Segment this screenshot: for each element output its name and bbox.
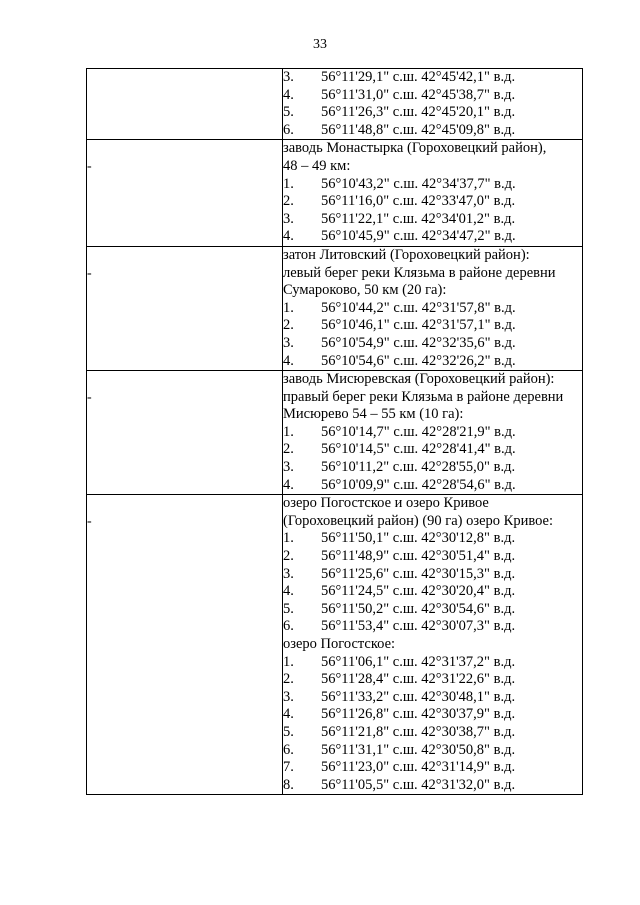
coordinate-index: 8.	[283, 776, 294, 793]
coordinate-line	[283, 459, 582, 477]
location-description: озеро Погостское:	[283, 636, 396, 652]
coordinate-line	[283, 618, 582, 636]
row-marker: -	[87, 159, 92, 175]
coordinate-index: 4.	[283, 476, 294, 493]
coordinate-line	[283, 759, 582, 777]
coordinate-index: 2.	[283, 317, 294, 334]
location-description: (Гороховецкий район) (90 га) озеро Кривое:	[283, 512, 553, 529]
coordinate-line	[283, 335, 582, 353]
table-row	[87, 371, 583, 495]
coordinate-value: 56°10'45,9" с.ш. 42°34'47,2" в.д.	[321, 228, 516, 245]
coordinate-value: 56°10'14,7" с.ш. 42°28'21,9" в.д.	[321, 423, 516, 440]
coordinate-index: 2.	[283, 548, 294, 565]
location-description: Мисюрево 54 – 55 км (10 га):	[283, 406, 464, 423]
coordinate-line	[283, 583, 582, 601]
coordinate-line	[283, 87, 582, 105]
coordinate-value: 56°11'29,1" с.ш. 42°45'42,1" в.д.	[321, 69, 516, 85]
coordinates-table	[86, 68, 583, 795]
location-description: озеро Погостское и озеро Кривое	[283, 495, 489, 512]
coordinate-line	[283, 104, 582, 122]
coordinate-value: 56°11'24,5" с.ш. 42°30'20,4" в.д.	[321, 583, 516, 600]
row-marker-cell	[87, 495, 283, 795]
coordinate-line	[283, 548, 582, 566]
coordinate-line	[283, 777, 582, 795]
coordinate-index: 4.	[283, 86, 294, 103]
row-content-cell	[283, 69, 583, 140]
location-description: заводь Мисюревская (Гороховецкий район):	[283, 371, 555, 388]
coordinate-value: 56°11'23,0" с.ш. 42°31'14,9" в.д.	[321, 759, 516, 776]
table-row	[87, 495, 583, 795]
coordinate-value: 56°11'33,2" с.ш. 42°30'48,1" в.д.	[321, 688, 516, 705]
coordinate-index: 6.	[283, 121, 294, 138]
coordinate-value: 56°11'06,1" с.ш. 42°31'37,2" в.д.	[321, 653, 516, 670]
coordinate-index: 4.	[283, 228, 294, 245]
coordinate-line	[283, 654, 582, 672]
page-number: 33	[313, 37, 327, 52]
row-content-cell	[283, 140, 583, 247]
location-description: заводь Монастырка (Гороховецкий район),	[283, 140, 547, 157]
coordinate-value: 56°11'22,1" с.ш. 42°34'01,2" в.д.	[321, 210, 516, 227]
coordinate-index: 6.	[283, 741, 294, 758]
coordinate-value: 56°11'31,0" с.ш. 42°45'38,7" в.д.	[321, 86, 516, 103]
coordinate-index: 4.	[283, 352, 294, 369]
coordinate-index: 3.	[283, 334, 294, 351]
row-content-cell	[283, 246, 583, 370]
table-body	[87, 69, 583, 795]
row-content-cell	[283, 495, 583, 795]
coordinate-index: 4.	[283, 706, 294, 723]
coordinate-value: 56°11'28,4" с.ш. 42°31'22,6" в.д.	[321, 671, 516, 688]
coordinate-value: 56°10'14,5" с.ш. 42°28'41,4" в.д.	[321, 441, 516, 458]
coordinate-index: 3.	[283, 69, 294, 85]
location-description: правый берег реки Клязьма в районе деревни	[283, 388, 564, 405]
coordinate-index: 3.	[283, 565, 294, 582]
coordinate-line	[283, 706, 582, 724]
coordinate-line	[283, 566, 582, 584]
row-content-cell	[283, 371, 583, 495]
coordinate-value: 56°11'48,9" с.ш. 42°30'51,4" в.д.	[321, 548, 516, 565]
coordinate-line	[283, 317, 582, 335]
coordinate-line	[283, 601, 582, 619]
coordinate-line	[283, 69, 582, 87]
coordinate-index: 7.	[283, 759, 294, 776]
location-description: левый берег реки Клязьма в районе деревни	[283, 264, 556, 281]
coordinate-index: 5.	[283, 723, 294, 740]
location-description: затон Литовский (Гороховецкий район):	[283, 246, 530, 263]
coordinate-index: 3.	[283, 210, 294, 227]
coordinate-value: 56°11'26,3" с.ш. 42°45'20,1" в.д.	[321, 104, 516, 121]
coordinate-line	[283, 353, 582, 371]
coordinate-index: 6.	[283, 618, 294, 635]
coordinate-value: 56°11'50,1" с.ш. 42°30'12,8" в.д.	[321, 530, 516, 547]
location-description: 48 – 49 км:	[283, 157, 351, 174]
coordinate-value: 56°10'44,2" с.ш. 42°31'57,8" в.д.	[321, 299, 516, 316]
coordinate-line	[283, 228, 582, 246]
coordinate-index: 2.	[283, 671, 294, 688]
coordinate-index: 1.	[283, 530, 294, 547]
coordinate-value: 56°10'46,1" с.ш. 42°31'57,1" в.д.	[321, 317, 516, 334]
coordinate-value: 56°10'43,2" с.ш. 42°34'37,7" в.д.	[321, 175, 516, 192]
row-marker-cell	[87, 371, 283, 495]
coordinate-line	[283, 424, 582, 442]
table-row	[87, 69, 583, 140]
coordinate-line	[283, 530, 582, 548]
coordinate-index: 1.	[283, 175, 294, 192]
coordinate-index: 1.	[283, 423, 294, 440]
coordinate-line	[283, 742, 582, 760]
coordinate-index: 2.	[283, 441, 294, 458]
coordinate-value: 56°11'48,8" с.ш. 42°45'09,8" в.д.	[321, 121, 516, 138]
coordinate-index: 3.	[283, 459, 294, 476]
table-row	[87, 140, 583, 247]
coordinate-value: 56°11'50,2" с.ш. 42°30'54,6" в.д.	[321, 600, 516, 617]
coordinate-value: 56°11'25,6" с.ш. 42°30'15,3" в.д.	[321, 565, 516, 582]
coordinate-value: 56°10'54,9" с.ш. 42°32'35,6" в.д.	[321, 334, 516, 351]
coordinate-line	[283, 441, 582, 459]
row-marker: -	[87, 514, 92, 530]
coordinate-index: 3.	[283, 688, 294, 705]
coordinate-value: 56°10'11,2" с.ш. 42°28'55,0" в.д.	[321, 459, 516, 476]
coordinate-value: 56°11'21,8" с.ш. 42°30'38,7" в.д.	[321, 723, 516, 740]
coordinate-value: 56°11'26,8" с.ш. 42°30'37,9" в.д.	[321, 706, 516, 723]
location-description: Сумароково, 50 км (20 га):	[283, 282, 447, 299]
coordinate-value: 56°10'09,9" с.ш. 42°28'54,6" в.д.	[321, 476, 516, 493]
coordinate-value: 56°11'16,0" с.ш. 42°33'47,0" в.д.	[321, 193, 516, 210]
coordinate-index: 1.	[283, 299, 294, 316]
coordinate-line	[283, 724, 582, 742]
coordinate-index: 4.	[283, 583, 294, 600]
coordinate-line	[283, 671, 582, 689]
table-row	[87, 246, 583, 370]
coordinate-value: 56°10'54,6" с.ш. 42°32'26,2" в.д.	[321, 352, 516, 369]
coordinate-value: 56°11'31,1" с.ш. 42°30'50,8" в.д.	[321, 741, 516, 758]
coordinate-index: 5.	[283, 104, 294, 121]
coordinate-line	[283, 300, 582, 318]
row-marker: -	[87, 390, 92, 406]
row-marker-cell	[87, 69, 283, 140]
coordinate-line	[283, 176, 582, 194]
coordinate-line	[283, 477, 582, 495]
coordinate-line	[283, 689, 582, 707]
coordinate-value: 56°11'53,4" с.ш. 42°30'07,3" в.д.	[321, 618, 516, 635]
row-marker-cell	[87, 140, 283, 247]
coordinate-index: 5.	[283, 600, 294, 617]
coordinate-line	[283, 193, 582, 211]
coordinate-index: 1.	[283, 653, 294, 670]
row-marker: -	[87, 265, 92, 281]
coordinate-index: 2.	[283, 193, 294, 210]
row-marker-cell	[87, 246, 283, 370]
coordinate-line	[283, 211, 582, 229]
coordinate-value: 56°11'05,5" с.ш. 42°31'32,0" в.д.	[321, 776, 516, 793]
coordinate-line	[283, 122, 582, 140]
